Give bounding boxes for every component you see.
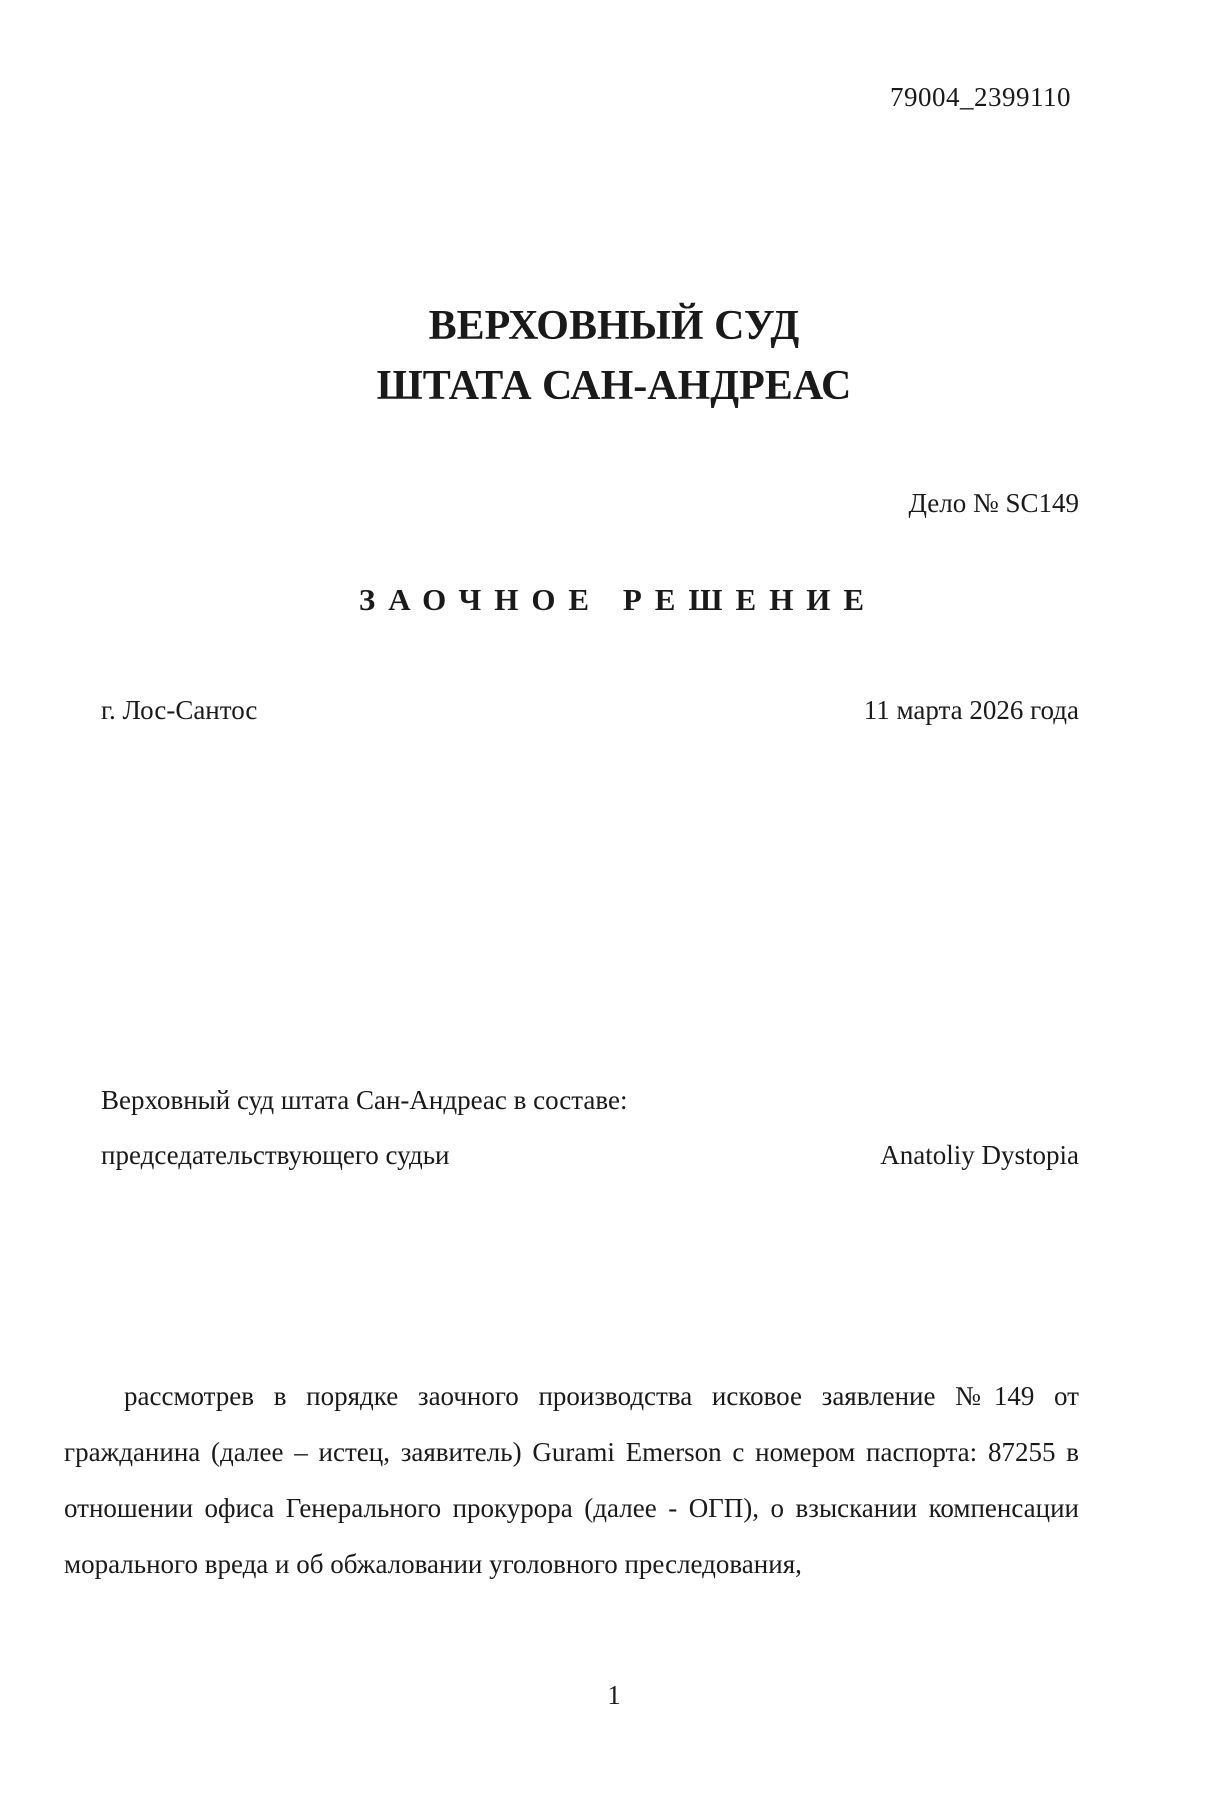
court-title — [0, 296, 1210, 416]
place: г. Лос-Сантос — [101, 695, 258, 725]
judge-role: председательствующего судьи — [101, 1140, 450, 1170]
case-number: Дело № SC149 — [908, 488, 1079, 518]
decision-title: ЗАОЧНОЕ РЕШЕНИЕ — [358, 582, 878, 617]
body-paragraph: рассмотрев в порядке заочного производства исковое заявление №149 от гражданина (далее – истец, заявитель) Gurami Emerson с номером паспорта: 87255 в отношении офиса Генерального прокурора (далее - ОГП), о взыскании компенсации морального вреда и об обжаловании уголовного преследования, — [64, 1381, 1079, 1579]
presiding-judge-row — [101, 1140, 1079, 1171]
judge-name: Anatoliy Dystopia — [880, 1140, 1079, 1170]
court-title-line-1: ВЕРХОВНЫЙ СУД — [428, 303, 800, 349]
composition-intro: Верховный суд штата Сан-Андреас в составе: — [101, 1085, 628, 1115]
date: 11 марта 2026 года — [863, 695, 1079, 725]
document-id: 79004_2399110 — [890, 82, 1071, 112]
place-date-row — [101, 695, 1079, 726]
court-title-line-2: ШТАТА САН-АНДРЕАС — [376, 363, 852, 409]
court-composition — [101, 1085, 1079, 1171]
page-number: 1 — [607, 1680, 621, 1710]
